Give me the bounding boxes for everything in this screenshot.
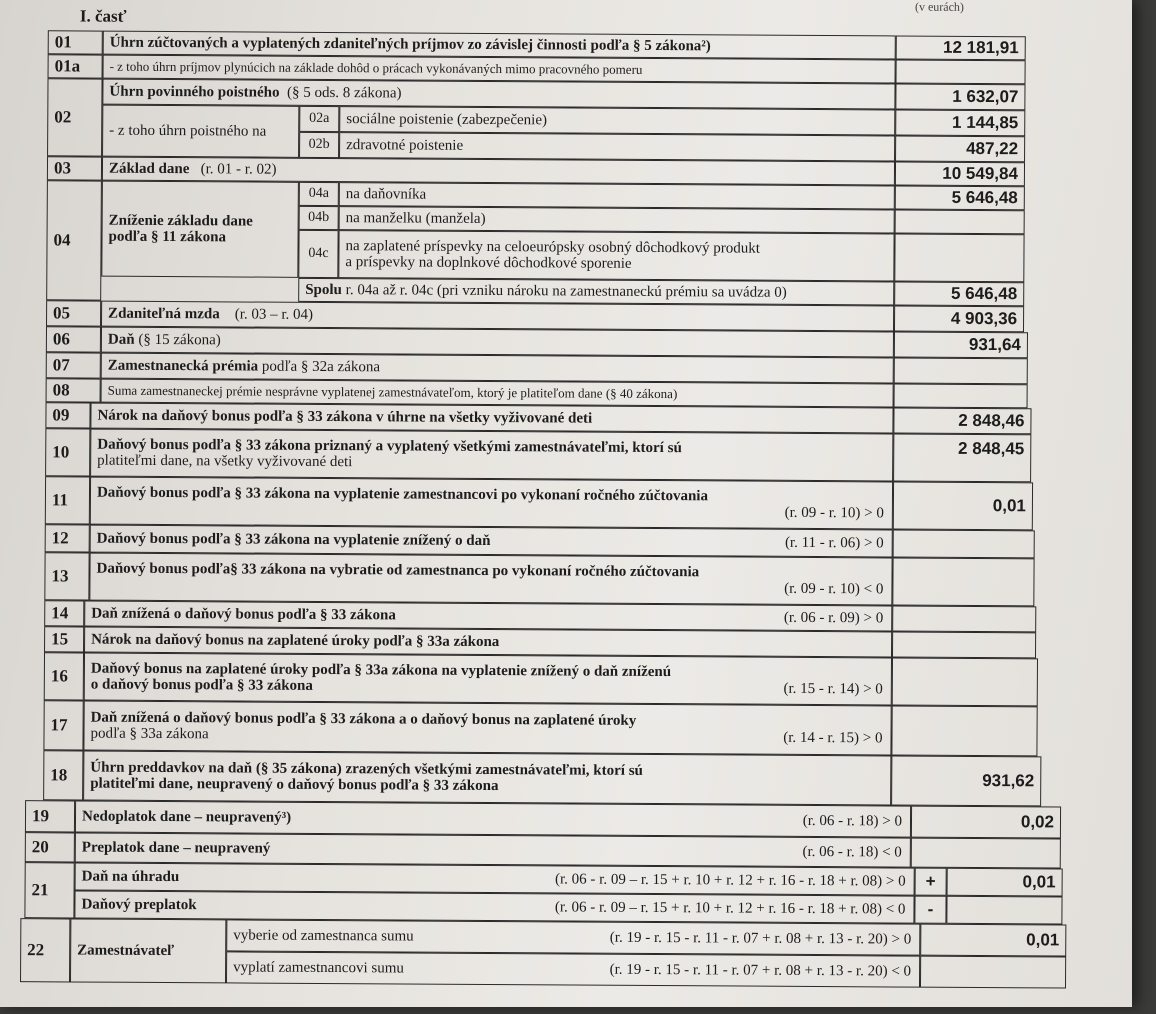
row-03-value[interactable]: 10 549,84 — [895, 161, 1025, 186]
row-12-formula: (r. 11 - r. 06) > 0 — [784, 534, 884, 552]
row-03-label-text: Základ dane — [108, 160, 190, 178]
row-04-label-line2: podľa § 11 zákona — [108, 228, 227, 246]
row-06-value[interactable]: 931,64 — [894, 331, 1028, 358]
row-04c-label-line1: na zaplatené príspevky na celoeurópsky osobný dôchodkový produkt — [345, 238, 761, 257]
row-21-number: 21 — [24, 862, 74, 918]
row-13-value[interactable] — [892, 557, 1034, 606]
row-02-sub-label: - z toho úhrn poistného na — [102, 105, 299, 158]
row-08-number: 08 — [46, 378, 101, 402]
row-17-label — [83, 701, 891, 756]
row-01a-number: 01a — [48, 54, 103, 78]
row-04-total-value[interactable]: 5 646,48 — [894, 281, 1024, 306]
row-08-label: Suma zamestnaneckej prémie nesprávne vyplatenej zamestnávateľom, ktorý je platiteľom dane (§ 40 zákona) — [101, 379, 894, 408]
row-20-formula: (r. 06 - r. 18) < 0 — [802, 843, 902, 861]
row-22b-label-text: vyplatí zamestnancovi sumu — [233, 959, 404, 977]
row-20-number: 20 — [25, 832, 75, 862]
row-15-number: 15 — [44, 626, 84, 652]
row-10-label-line2: platiteľmi dane, na všetky vyživované deti — [97, 452, 353, 471]
row-03-number: 03 — [47, 156, 102, 180]
row-19-label — [75, 800, 911, 837]
row-13-number: 13 — [44, 552, 89, 600]
row-04a-code: 04a — [299, 182, 339, 206]
row-16-formula: (r. 15 - r. 14) > 0 — [783, 680, 883, 698]
row-04c-code: 04c — [298, 230, 338, 278]
row-05-value[interactable]: 4 903,36 — [894, 305, 1024, 332]
row-19-value[interactable]: 0,02 — [911, 806, 1061, 839]
row-16-label-line2: o daňový bonus podľa § 33 zákona — [90, 676, 313, 694]
row-21b-formula: (r. 06 - r. 09 – r. 15 + r. 10 + r. 12 + r. 16 - r. 18 + r. 08) < 0 — [554, 899, 906, 918]
row-21b-sign: - — [914, 896, 946, 924]
row-11-number: 11 — [45, 476, 90, 524]
row-14-number: 14 — [44, 600, 84, 626]
row-19-number: 19 — [25, 800, 75, 832]
row-07-label-text: Zamestnanecká prémia — [107, 357, 259, 375]
row-16-number: 16 — [44, 652, 84, 700]
row-12-label-text: Daňový bonus podľa § 33 zákona na vyplatenie znížený o daň — [96, 530, 491, 550]
row-07-ref: podľa § 32a zákona — [261, 358, 381, 376]
row-02b-label: zdravotné poistenie — [339, 132, 895, 161]
row-15-value[interactable] — [892, 631, 1036, 658]
row-04-total-text: r. 04a až r. 04c (pri vzniku nároku na zamestnaneckú prémiu sa uvádza 0) — [345, 282, 787, 301]
row-22b-formula: (r. 19 - r. 15 - r. 11 - r. 07 + r. 08 + r. 13 - r. 20) < 0 — [609, 961, 912, 980]
row-02-title-text: Úhrn povinného poistného — [109, 83, 280, 101]
row-04a-value[interactable]: 5 646,48 — [895, 185, 1025, 210]
row-10-number: 10 — [45, 428, 90, 476]
row-22-label: Zamestnávateľ — [70, 918, 226, 983]
row-22a-formula: (r. 19 - r. 15 - r. 11 - r. 07 + r. 08 + r. 13 - r. 20) > 0 — [609, 929, 912, 948]
row-02b-code: 02b — [299, 132, 339, 158]
row-08-value[interactable] — [894, 383, 1028, 408]
row-20-label-text: Preplatok dane – neupravený — [81, 839, 271, 857]
row-22a-value[interactable]: 0,01 — [920, 924, 1066, 957]
row-22-number: 22 — [20, 918, 70, 982]
row-21a-formula: (r. 06 - r. 09 – r. 15 + r. 10 + r. 12 + r. 16 - r. 18 + r. 08) > 0 — [554, 871, 906, 890]
row-06-number: 06 — [46, 326, 101, 352]
row-14-label-text: Daň znížená o daňový bonus podľa § 33 zákona — [91, 605, 396, 624]
row-04b-code: 04b — [299, 206, 339, 230]
row-14-formula: (r. 06 - r. 09) > 0 — [783, 609, 884, 627]
row-01-number: 01 — [48, 30, 103, 54]
row-04a-label: na daňovníka — [339, 182, 895, 209]
row-15-label: Nárok na daňový bonus na zaplatené úroky podľa § 33a zákona — [84, 627, 892, 658]
row-07-value[interactable] — [894, 357, 1028, 384]
row-18-label-line1: Úhrn preddavkov na daň (§ 35 zákona) zrazených všetkými zamestnávateľmi, ktorí sú — [90, 759, 643, 779]
row-17-label-line1: Daň znížená o daňový bonus podľa § 33 zákona a o daňový bonus na zaplatené úroky — [90, 709, 637, 729]
row-21a-label-text: Daň na úhradu — [81, 868, 180, 886]
row-17-formula: (r. 14 - r. 15) > 0 — [783, 729, 883, 747]
row-22b-value[interactable] — [920, 956, 1066, 989]
row-20-value[interactable] — [911, 838, 1061, 869]
row-18-label-line2: platiteľmi dane, neupravený o daňový bonus podľa § 33 zákona — [90, 775, 499, 795]
row-12-value[interactable] — [893, 529, 1035, 558]
row-13-label — [89, 553, 892, 606]
row-04-label-line1: Zníženie základu dane — [108, 212, 253, 230]
row-04b-label: na manželku (manžela) — [339, 206, 895, 233]
row-22b-label — [226, 951, 920, 987]
row-17-label-line2: podľa § 33a zákona — [90, 725, 209, 743]
row-11-value[interactable]: 0,01 — [893, 481, 1033, 530]
row-16-label — [84, 653, 892, 706]
row-09-value[interactable]: 2 848,46 — [893, 407, 1031, 434]
currency-note: (v eurách) — [914, 0, 964, 14]
row-05-number: 05 — [46, 300, 101, 326]
row-21a-value[interactable]: 0,01 — [947, 868, 1063, 897]
row-17-number: 17 — [43, 700, 83, 750]
row-02a-label: sociálne poistenie (zabezpečenie) — [339, 106, 895, 135]
row-04-total-label — [298, 278, 894, 306]
row-18-label — [83, 751, 891, 806]
row-02-title-ref: (§ 5 ods. 8 zákona) — [286, 84, 402, 102]
row-22a-label — [226, 919, 920, 955]
row-21b-value[interactable] — [946, 896, 1062, 925]
row-10-value[interactable]: 2 848,45 — [893, 433, 1031, 482]
row-04c-label — [338, 230, 894, 281]
row-09-label: Nárok na daňový bonus podľa § 33 zákona v úhrne na všetky vyživované deti — [90, 403, 893, 434]
row-11-label-line1: Daňový bonus podľa § 33 zákona na vyplatenie zamestnancovi po vykonaní ročného zúčtovania — [96, 484, 709, 505]
row-04b-value[interactable] — [895, 209, 1025, 234]
row-05-label-text: Zdaniteľná mzda — [108, 305, 220, 323]
row-19-formula: (r. 06 - r. 18) > 0 — [802, 812, 903, 830]
row-02-number: 02 — [47, 78, 102, 156]
row-04-label — [101, 181, 299, 278]
row-06-ref: (§ 15 zákona) — [138, 331, 221, 349]
row-22a-label-text: vyberie od zamestnanca sumu — [233, 927, 414, 945]
row-21b-label-text: Daňový preplatok — [81, 896, 197, 914]
row-01-label: Úhrn zúčtovaných a vyplatených zdaniteľných príjmov zo závislej činnosti podľa § 5 zákona²) — [103, 31, 896, 60]
row-04-number: 04 — [46, 180, 102, 300]
row-12-number: 12 — [45, 524, 90, 552]
row-13-formula: (r. 09 - r. 10) < 0 — [784, 580, 884, 598]
row-02a-code: 02a — [299, 106, 339, 132]
row-02a-value[interactable]: 1 144,85 — [895, 109, 1025, 136]
part-title: I. časť — [79, 6, 127, 26]
row-17-line2-wrap — [90, 726, 882, 747]
row-03-formula: (r. 01 - r. 02) — [200, 161, 277, 178]
row-17-value[interactable] — [891, 705, 1037, 756]
row-16-label-line1: Daňový bonus na zaplatené úroky podľa § 33a zákona na vyplatenie znížený o daň zníženú — [90, 660, 672, 681]
row-01-value[interactable]: 12 181,91 — [896, 35, 1026, 60]
row-18-number: 18 — [43, 750, 83, 800]
row-06-label-text: Daň — [107, 331, 135, 348]
row-07-number: 07 — [46, 352, 101, 378]
row-21a-sign: + — [915, 868, 947, 896]
row-14-value[interactable] — [892, 605, 1036, 632]
row-01a-label: - z toho úhrn príjmov plynúcich na základe dohôd o prácach vykonávaných mimo pracovného pomeru — [103, 55, 896, 84]
row-02-value[interactable]: 1 632,07 — [895, 83, 1025, 110]
row-13-label-line1: Daňový bonus podľa§ 33 zákona na vybratie od zamestnanca po vykonaní ročného zúčtovania — [96, 560, 700, 581]
row-05-formula: (r. 03 – r. 04) — [234, 306, 314, 323]
row-11-label — [90, 477, 893, 530]
row-16-line2-wrap — [91, 677, 883, 698]
row-09-number: 09 — [45, 402, 90, 428]
row-01a-value[interactable] — [896, 59, 1026, 84]
row-11-formula: (r. 09 - r. 10) > 0 — [784, 504, 884, 522]
row-10-label — [90, 429, 893, 482]
row-04c-label-line2: a príspevky na doplnkové dôchodkové sporenie — [345, 254, 632, 272]
row-04c-value[interactable] — [894, 233, 1024, 282]
row-10-label-line1: Daňový bonus podľa § 33 zákona priznaný a vyplatený všetkými zamestnávateľmi, ktorí sú — [97, 436, 682, 457]
row-18-value[interactable]: 931,62 — [891, 755, 1041, 806]
row-19-label-text: Nedoplatok dane – neupravený³) — [81, 808, 292, 826]
row-16-value[interactable] — [892, 657, 1038, 706]
row-04-total-code: Spolu — [305, 281, 342, 299]
row-02b-value[interactable]: 487,22 — [895, 135, 1025, 162]
